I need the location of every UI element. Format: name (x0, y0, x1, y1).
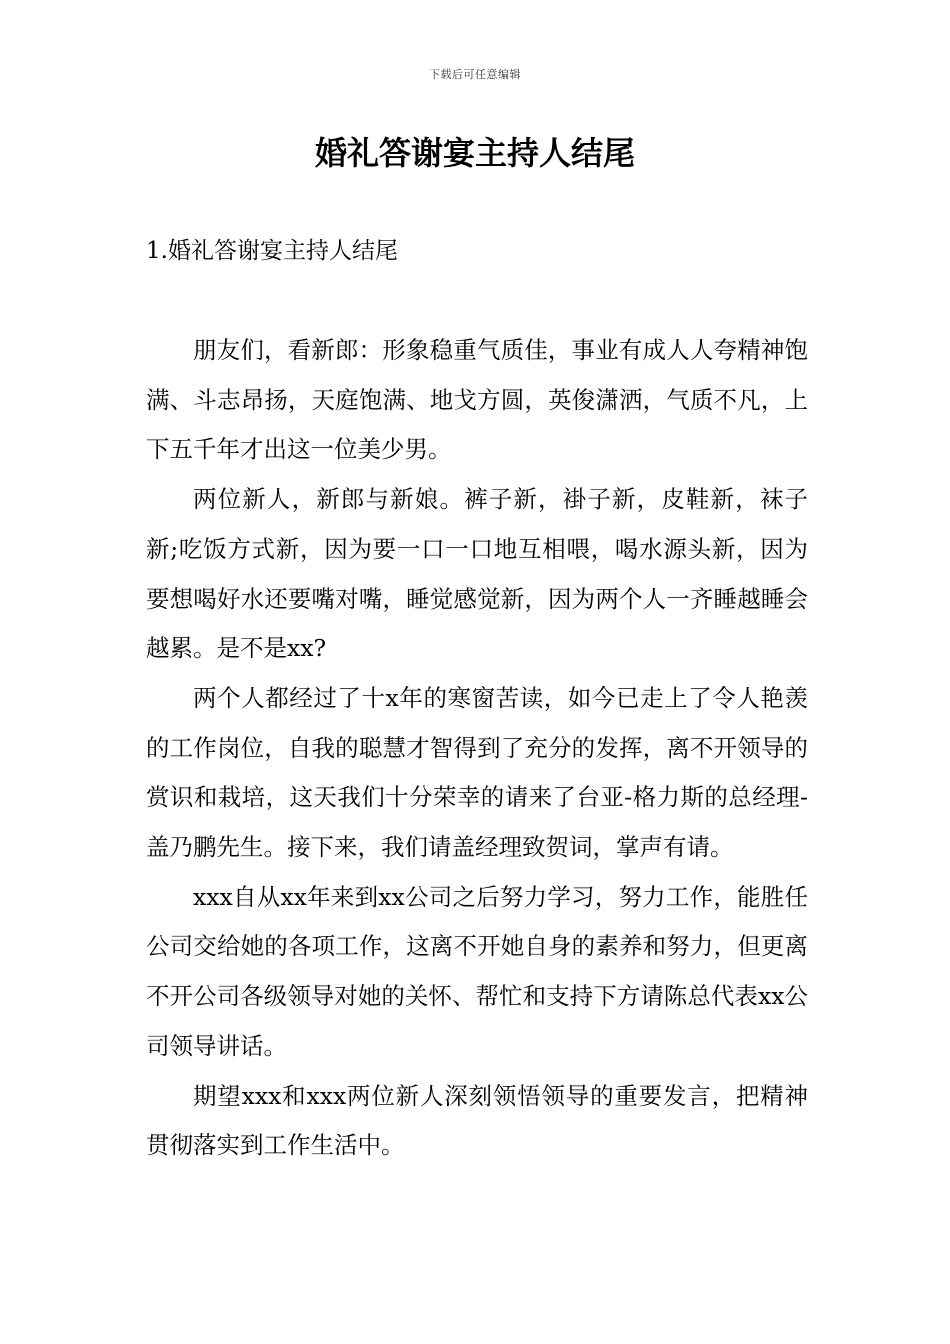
paragraph: 两个人都经过了十x年的寒窗苦读，如今已走上了令人艳羡的工作岗位，自我的聪慧才智得到了充分的发挥，离不开领导的赏识和栽培，这天我们十分荣幸的请来了台亚-格力斯的总经理-盖乃鹏先生。接下来，我们请盖经理致贺词，掌声有请。 (146, 683, 808, 862)
paragraph: 期望xxx和xxx两位新人深刻领悟领导的重要发言，把精神贯彻落实到工作生活中。 (146, 1081, 808, 1160)
document-body (146, 326, 808, 1171)
header-note: 下载后可任意编辑 (429, 68, 521, 81)
document-title: 婚礼答谢宴主持人结尾 (314, 134, 635, 172)
paragraph: 两位新人，新郎与新娘。裤子新，褂子新，皮鞋新，袜子新;吃饭方式新，因为要一口一口地互相喂，喝水源头新，因为要想喝好水还要嘴对嘴，睡觉感觉新，因为两个人一齐睡越睡会越累。是不是xx? (146, 485, 808, 663)
section-heading: 1.婚礼答谢宴主持人结尾 (146, 238, 398, 264)
paragraph: 朋友们，看新郎：形象稳重气质佳，事业有成人人夸精神饱满、斗志昂扬，天庭饱满、地戈方圆，英俊潇洒，气质不凡，上下五千年才出这一位美少男。 (146, 336, 808, 464)
paragraph: xxx自从xx年来到xx公司之后努力学习，努力工作，能胜任公司交给她的各项工作，这离不开她自身的素养和努力，但更离不开公司各级领导对她的关怀、帮忙和支持下方请陈总代表xx公司领导讲话。 (146, 882, 808, 1060)
